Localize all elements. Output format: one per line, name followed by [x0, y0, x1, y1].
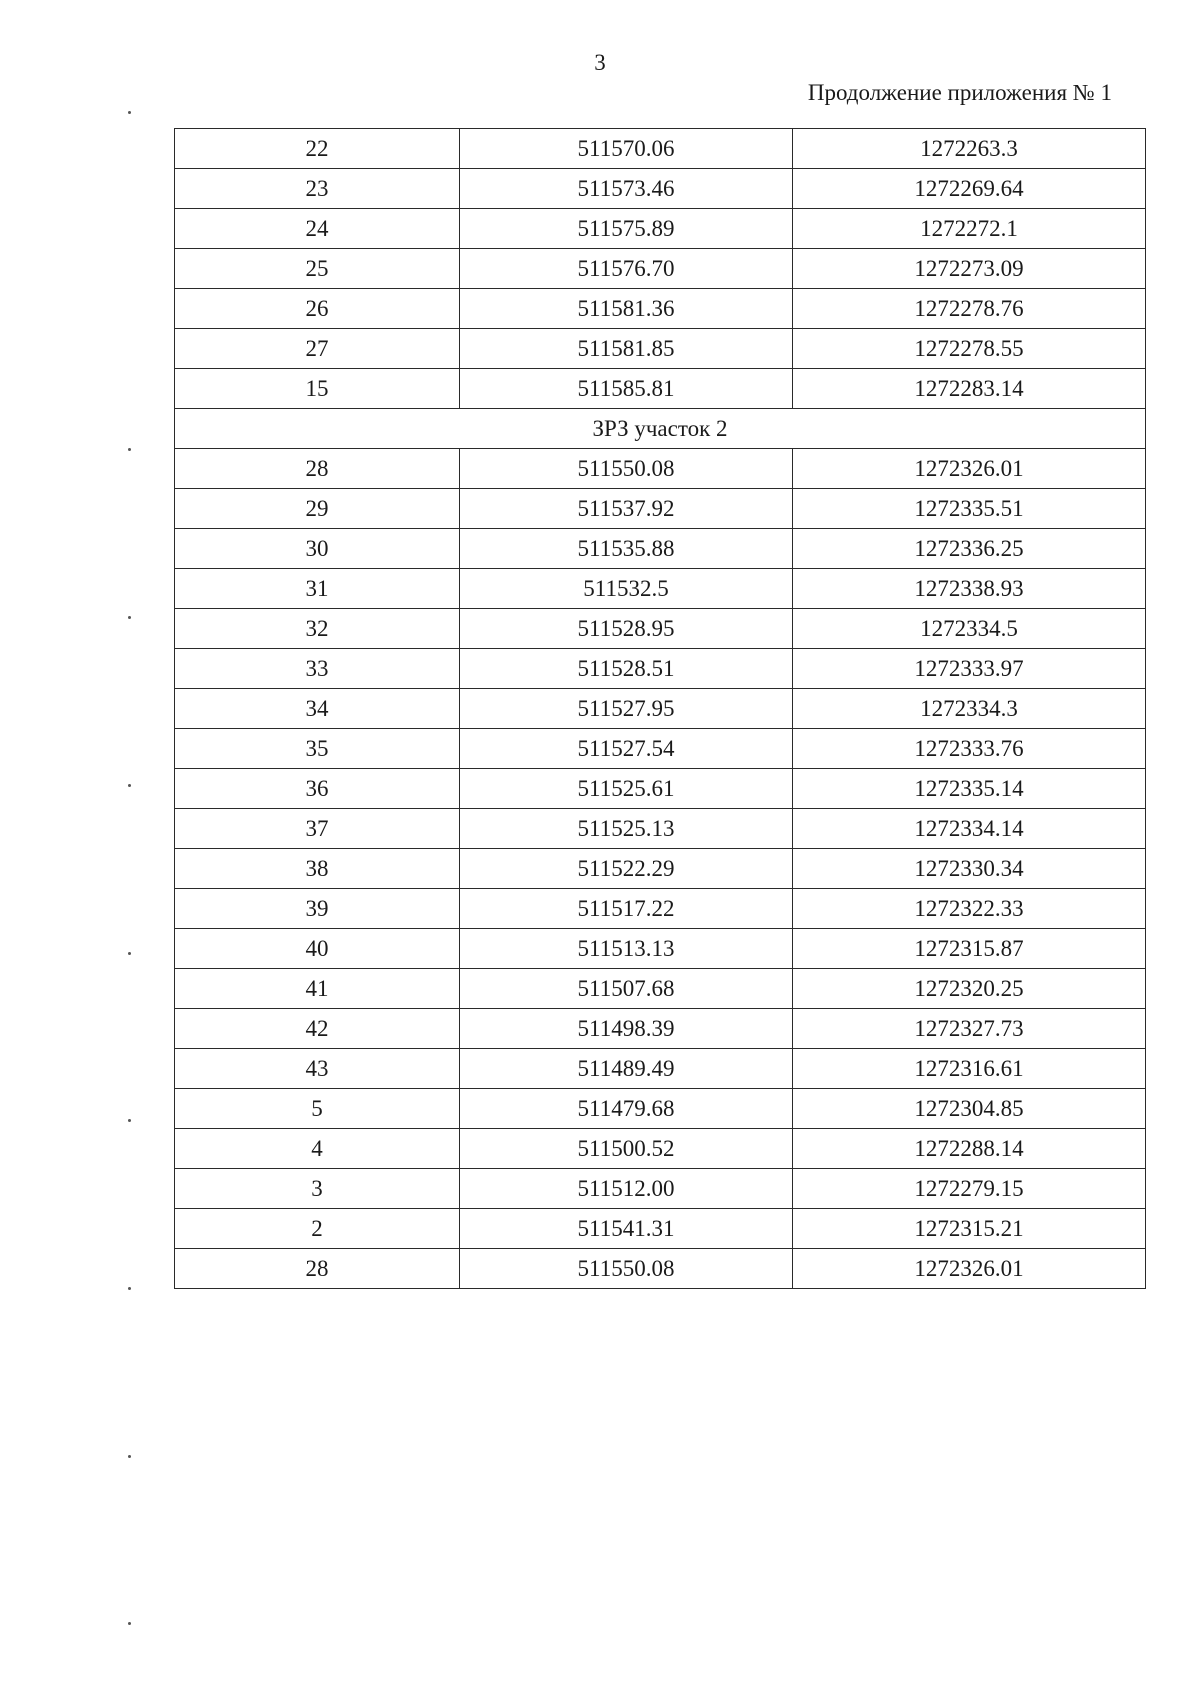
y-coordinate-cell: 1272288.14: [793, 1129, 1146, 1169]
point-number-cell: 25: [175, 249, 460, 289]
x-coordinate-cell: 511550.08: [460, 1249, 793, 1289]
x-coordinate-cell: 511507.68: [460, 969, 793, 1009]
point-number-cell: 26: [175, 289, 460, 329]
table-row: [175, 1049, 1146, 1089]
y-coordinate-cell: 1272278.55: [793, 329, 1146, 369]
x-coordinate-cell: 511576.70: [460, 249, 793, 289]
page-number: 3: [594, 50, 606, 75]
y-coordinate-cell: 1272335.51: [793, 489, 1146, 529]
table-row: [175, 649, 1146, 689]
y-coordinate-cell: 1272273.09: [793, 249, 1146, 289]
table-row: [175, 929, 1146, 969]
table-row: [175, 1089, 1146, 1129]
x-coordinate-cell: 511512.00: [460, 1169, 793, 1209]
table-body: [175, 129, 1146, 1289]
x-coordinate-cell: 511527.54: [460, 729, 793, 769]
scan-speck: [128, 784, 131, 787]
x-coordinate-cell: 511513.13: [460, 929, 793, 969]
y-coordinate-cell: 1272322.33: [793, 889, 1146, 929]
table-row: [175, 1129, 1146, 1169]
scan-speck: [128, 616, 131, 619]
point-number-cell: 35: [175, 729, 460, 769]
y-coordinate-cell: 1272304.85: [793, 1089, 1146, 1129]
table-row: [175, 809, 1146, 849]
point-number-cell: 41: [175, 969, 460, 1009]
x-coordinate-cell: 511585.81: [460, 369, 793, 409]
y-coordinate-cell: 1272333.76: [793, 729, 1146, 769]
x-coordinate-cell: 511500.52: [460, 1129, 793, 1169]
table-row: [175, 849, 1146, 889]
point-number-cell: 24: [175, 209, 460, 249]
point-number-cell: 28: [175, 449, 460, 489]
y-coordinate-cell: 1272334.3: [793, 689, 1146, 729]
scan-speck: [128, 1455, 131, 1458]
x-coordinate-cell: 511498.39: [460, 1009, 793, 1049]
point-number-cell: 34: [175, 689, 460, 729]
x-coordinate-cell: 511541.31: [460, 1209, 793, 1249]
x-coordinate-cell: 511528.95: [460, 609, 793, 649]
y-coordinate-cell: 1272327.73: [793, 1009, 1146, 1049]
y-coordinate-cell: 1272333.97: [793, 649, 1146, 689]
table-row: [175, 169, 1146, 209]
y-coordinate-cell: 1272316.61: [793, 1049, 1146, 1089]
table-row: [175, 889, 1146, 929]
x-coordinate-cell: 511525.13: [460, 809, 793, 849]
table-row: [175, 609, 1146, 649]
point-number-cell: 30: [175, 529, 460, 569]
y-coordinate-cell: 1272326.01: [793, 449, 1146, 489]
x-coordinate-cell: 511537.92: [460, 489, 793, 529]
y-coordinate-cell: 1272283.14: [793, 369, 1146, 409]
coordinates-table: [174, 128, 1146, 1289]
x-coordinate-cell: 511550.08: [460, 449, 793, 489]
x-coordinate-cell: 511525.61: [460, 769, 793, 809]
x-coordinate-cell: 511581.85: [460, 329, 793, 369]
point-number-cell: 32: [175, 609, 460, 649]
x-coordinate-cell: 511528.51: [460, 649, 793, 689]
table-row: [175, 969, 1146, 1009]
point-number-cell: 28: [175, 1249, 460, 1289]
y-coordinate-cell: 1272338.93: [793, 569, 1146, 609]
x-coordinate-cell: 511489.49: [460, 1049, 793, 1089]
scan-speck: [128, 1287, 131, 1290]
y-coordinate-cell: 1272315.21: [793, 1209, 1146, 1249]
point-number-cell: 3: [175, 1169, 460, 1209]
table-row: [175, 289, 1146, 329]
y-coordinate-cell: 1272320.25: [793, 969, 1146, 1009]
y-coordinate-cell: 1272278.76: [793, 289, 1146, 329]
x-coordinate-cell: 511479.68: [460, 1089, 793, 1129]
point-number-cell: 23: [175, 169, 460, 209]
point-number-cell: 4: [175, 1129, 460, 1169]
continuation-caption: Продолжение приложения № 1: [807, 80, 1112, 105]
table-row: [175, 1209, 1146, 1249]
point-number-cell: 33: [175, 649, 460, 689]
x-coordinate-cell: 511522.29: [460, 849, 793, 889]
section-row: [175, 409, 1146, 449]
y-coordinate-cell: 1272279.15: [793, 1169, 1146, 1209]
x-coordinate-cell: 511517.22: [460, 889, 793, 929]
point-number-cell: 37: [175, 809, 460, 849]
y-coordinate-cell: 1272263.3: [793, 129, 1146, 169]
table-row: [175, 569, 1146, 609]
y-coordinate-cell: 1272330.34: [793, 849, 1146, 889]
section-label: ЗРЗ участок 2: [175, 409, 1146, 449]
scan-speck: [128, 448, 131, 451]
table-row: [175, 1249, 1146, 1289]
y-coordinate-cell: 1272336.25: [793, 529, 1146, 569]
point-number-cell: 22: [175, 129, 460, 169]
scan-speck: [128, 1622, 131, 1625]
point-number-cell: 31: [175, 569, 460, 609]
y-coordinate-cell: 1272335.14: [793, 769, 1146, 809]
table-row: [175, 129, 1146, 169]
point-number-cell: 40: [175, 929, 460, 969]
table-row: [175, 1169, 1146, 1209]
point-number-cell: 39: [175, 889, 460, 929]
x-coordinate-cell: 511581.36: [460, 289, 793, 329]
table-row: [175, 369, 1146, 409]
scan-speck: [128, 952, 131, 955]
table-row: [175, 729, 1146, 769]
x-coordinate-cell: 511573.46: [460, 169, 793, 209]
point-number-cell: 36: [175, 769, 460, 809]
x-coordinate-cell: 511570.06: [460, 129, 793, 169]
table-row: [175, 449, 1146, 489]
point-number-cell: 43: [175, 1049, 460, 1089]
y-coordinate-cell: 1272334.14: [793, 809, 1146, 849]
y-coordinate-cell: 1272326.01: [793, 1249, 1146, 1289]
y-coordinate-cell: 1272315.87: [793, 929, 1146, 969]
y-coordinate-cell: 1272269.64: [793, 169, 1146, 209]
point-number-cell: 27: [175, 329, 460, 369]
x-coordinate-cell: 511527.95: [460, 689, 793, 729]
scan-speck: [128, 1119, 131, 1122]
table-row: [175, 489, 1146, 529]
scan-speck: [128, 111, 131, 114]
y-coordinate-cell: 1272272.1: [793, 209, 1146, 249]
x-coordinate-cell: 511532.5: [460, 569, 793, 609]
point-number-cell: 5: [175, 1089, 460, 1129]
table-row: [175, 689, 1146, 729]
point-number-cell: 38: [175, 849, 460, 889]
y-coordinate-cell: 1272334.5: [793, 609, 1146, 649]
point-number-cell: 15: [175, 369, 460, 409]
table-row: [175, 249, 1146, 289]
table-row: [175, 329, 1146, 369]
table-row: [175, 769, 1146, 809]
point-number-cell: 29: [175, 489, 460, 529]
table-row: [175, 1009, 1146, 1049]
table-row: [175, 529, 1146, 569]
x-coordinate-cell: 511535.88: [460, 529, 793, 569]
x-coordinate-cell: 511575.89: [460, 209, 793, 249]
point-number-cell: 42: [175, 1009, 460, 1049]
table-row: [175, 209, 1146, 249]
point-number-cell: 2: [175, 1209, 460, 1249]
